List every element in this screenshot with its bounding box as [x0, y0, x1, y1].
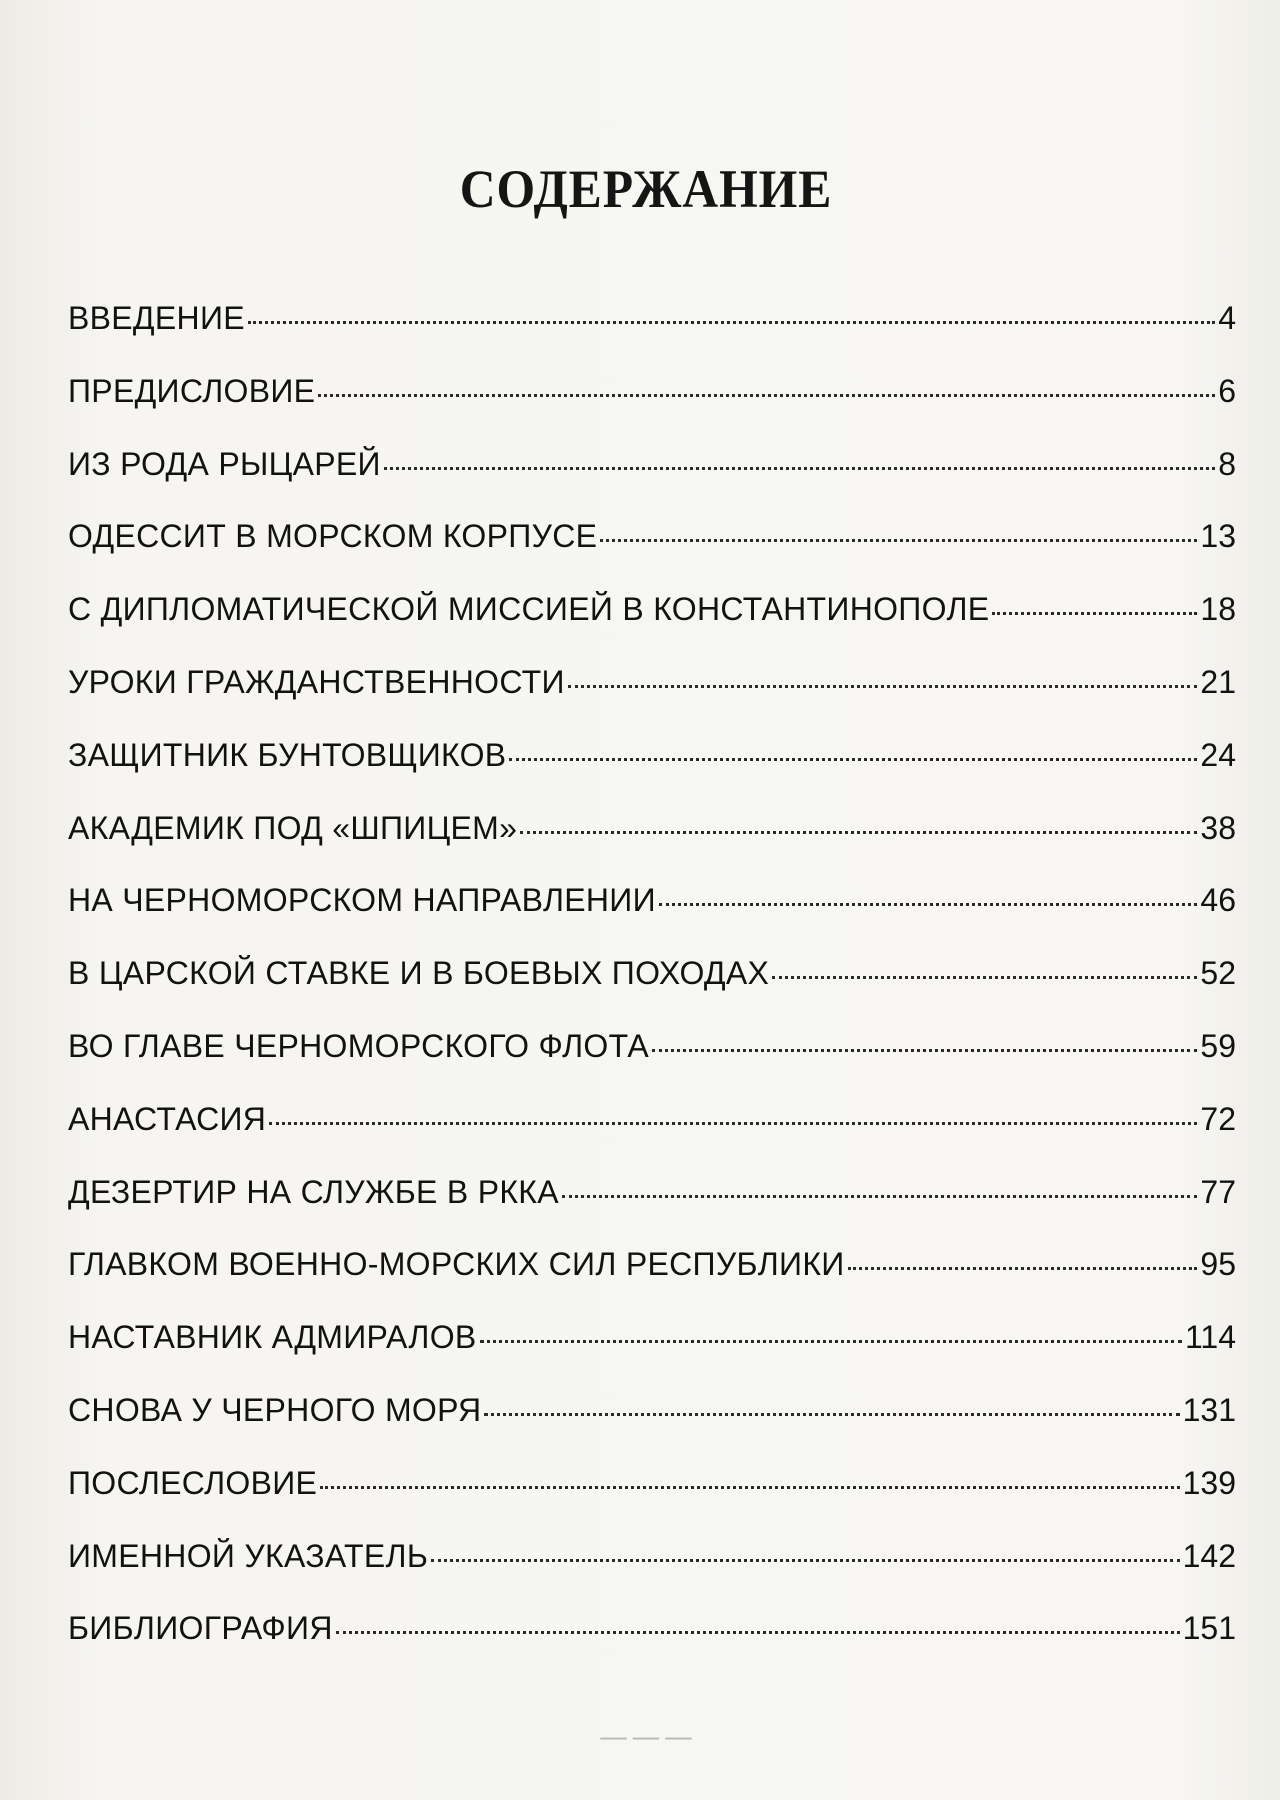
dot-leader [772, 976, 1197, 979]
entry-title: ПРЕДИСЛОВИЕ [68, 372, 316, 409]
contents-entry [68, 1319, 1236, 1392]
entry-page-number: 4 [1218, 300, 1236, 336]
entry-title: ИЗ РОДА РЫЦАРЕЙ [68, 445, 381, 482]
entry-page-number: 77 [1200, 1173, 1236, 1210]
contents-entry [68, 518, 1236, 591]
entry-title: НА ЧЕРНОМОРСКОМ НАПРАВЛЕНИИ [68, 882, 656, 919]
contents-entry [68, 300, 1236, 373]
entry-page-number: 72 [1200, 1100, 1236, 1137]
entry-page-number: 18 [1200, 591, 1236, 628]
entry-title: БИБЛИОГРАФИЯ [68, 1610, 333, 1647]
entry-page-number: 59 [1200, 1027, 1236, 1064]
contents-entry [68, 1246, 1236, 1319]
entry-title: В ЦАРСКОЙ СТАВКЕ И В БОЕВЫХ ПОХОДАХ [68, 955, 770, 992]
dot-leader [480, 1340, 1182, 1343]
contents-entry [68, 373, 1236, 446]
contents-entry [68, 955, 1236, 1028]
entry-page-number: 52 [1200, 955, 1236, 992]
dot-leader [600, 539, 1197, 542]
entry-page-number: 13 [1200, 518, 1236, 555]
contents-entry [68, 1174, 1236, 1247]
contents-entry [68, 446, 1236, 519]
contents-entry [68, 591, 1236, 664]
entry-title: ГЛАВКОМ ВОЕННО-МОРСКИХ СИЛ РЕСПУБЛИКИ [68, 1246, 845, 1283]
entry-title: НАСТАВНИК АДМИРАЛОВ [68, 1319, 477, 1356]
entry-page-number: 139 [1182, 1464, 1236, 1501]
entry-title: ПОСЛЕСЛОВИЕ [68, 1464, 318, 1501]
entry-title: АНАСТАСИЯ [68, 1100, 267, 1137]
entry-page-number: 151 [1182, 1610, 1236, 1647]
entry-page-number: 46 [1200, 882, 1236, 919]
entry-title: С ДИПЛОМАТИЧЕСКОЙ МИССИЕЙ В КОНСТАНТИНОПОЛЕ [68, 591, 990, 628]
contents-entry [68, 810, 1236, 883]
contents-entry [68, 1101, 1236, 1174]
contents-list [68, 300, 1236, 1683]
dot-leader [520, 831, 1197, 834]
entry-title: ЗАЩИТНИК БУНТОВЩИКОВ [68, 736, 507, 773]
dot-leader [562, 1195, 1198, 1198]
entry-page-number: 24 [1200, 736, 1236, 773]
entry-title: ОДЕССИТ В МОРСКОМ КОРПУСЕ [68, 518, 598, 555]
dot-leader [320, 1486, 1179, 1489]
contents-entry [68, 1610, 1236, 1683]
dot-leader [484, 1413, 1179, 1416]
entry-title: ВО ГЛАВЕ ЧЕРНОМОРСКОГО ФЛОТА [68, 1027, 650, 1064]
dot-leader [659, 903, 1198, 906]
entry-page-number: 6 [1218, 372, 1236, 409]
contents-entry [68, 1392, 1236, 1465]
dot-leader [384, 467, 1215, 470]
entry-page-number: 131 [1182, 1391, 1236, 1428]
entry-page-number: 21 [1200, 663, 1236, 700]
contents-entry [68, 664, 1236, 737]
dot-leader [992, 612, 1197, 615]
dot-leader [248, 321, 1215, 324]
entry-title: АКАДЕМИК ПОД «ШПИЦЕМ» [68, 809, 518, 846]
dot-leader [652, 1049, 1197, 1052]
entry-title: ВВЕДЕНИЕ [68, 300, 245, 336]
dot-leader [318, 394, 1215, 397]
dot-leader [848, 1267, 1198, 1270]
entry-page-number: 142 [1182, 1537, 1236, 1574]
entry-title: ИМЕННОЙ УКАЗАТЕЛЬ [68, 1537, 429, 1574]
entry-title: УРОКИ ГРАЖДАНСТВЕННОСТИ [68, 663, 565, 700]
entry-title: СНОВА У ЧЕРНОГО МОРЯ [68, 1391, 482, 1428]
contents-entry [68, 1538, 1236, 1611]
contents-entry [68, 737, 1236, 810]
contents-heading: СОДЕРЖАНИЕ [459, 159, 833, 219]
dot-leader [431, 1559, 1179, 1562]
entry-title: ДЕЗЕРТИР НА СЛУЖБЕ В РККА [68, 1173, 559, 1210]
contents-entry [68, 1465, 1236, 1538]
entry-page-number: 114 [1184, 1319, 1236, 1356]
entry-page-number: 95 [1200, 1246, 1236, 1283]
contents-entry [68, 1028, 1236, 1101]
entry-page-number: 8 [1218, 445, 1236, 482]
dot-leader [269, 1122, 1197, 1125]
dot-leader [336, 1631, 1180, 1634]
contents-entry [68, 882, 1236, 955]
page-folio: — — — [600, 1722, 692, 1751]
entry-page-number: 38 [1200, 809, 1236, 846]
dot-leader [509, 758, 1197, 761]
dot-leader [568, 685, 1198, 688]
